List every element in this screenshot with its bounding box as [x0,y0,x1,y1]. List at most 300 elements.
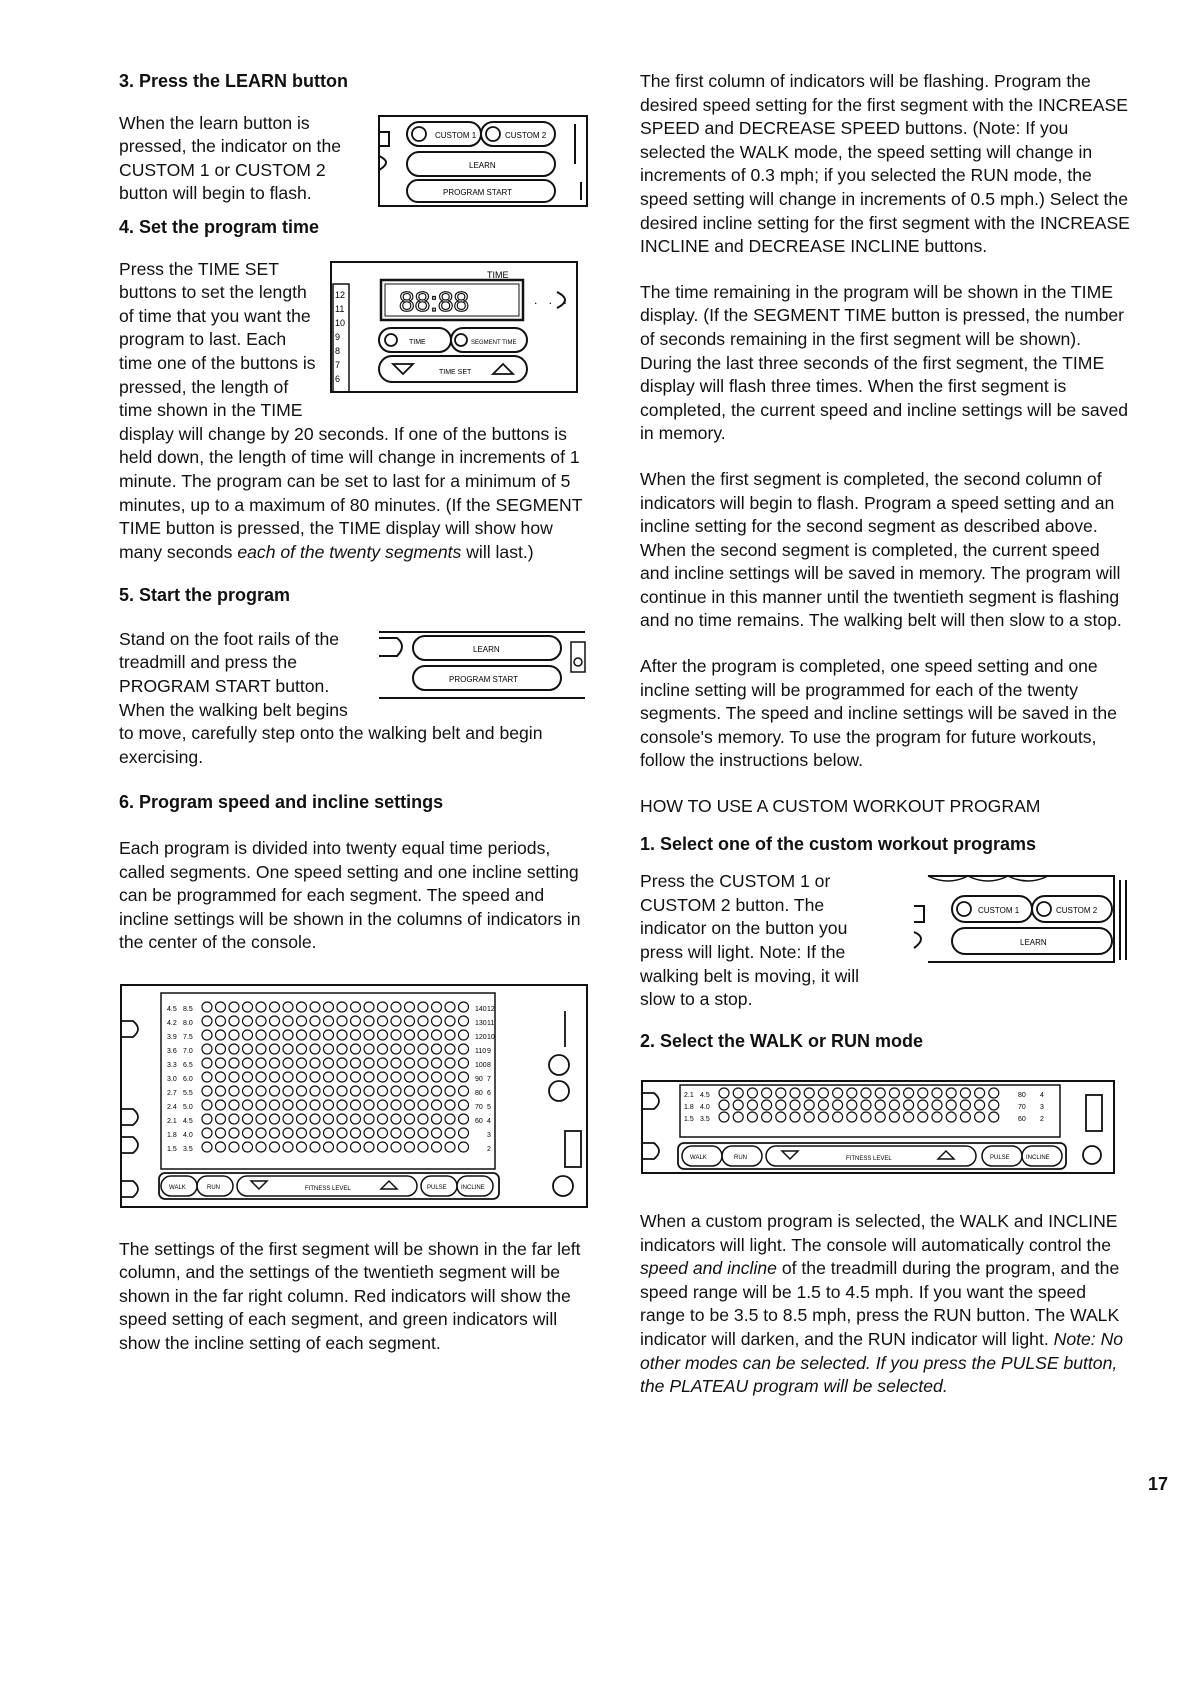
indicator-light [216,1072,226,1082]
indicator-light [216,1128,226,1138]
indicator-light [391,1142,401,1152]
indicator-light [310,1128,320,1138]
indicator-light [256,1072,266,1082]
svg-text:PULSE: PULSE [427,1185,447,1191]
indicator-light [216,1002,226,1012]
indicator-light [904,1088,914,1098]
speed-scale-label-run: 4.5 [183,1118,193,1125]
indicator-light [256,1142,266,1152]
indicator-light [243,1002,253,1012]
svg-text:PROGRAM START: PROGRAM START [449,674,519,684]
indicator-light [324,1016,334,1026]
incline-scale-label: 60 [475,1118,483,1125]
indicator-light [351,1002,361,1012]
page-number: 17 [1148,1474,1169,1494]
speed-scale-label: 1.5 [167,1146,177,1153]
indicator-light [776,1112,786,1122]
indicator-light [243,1058,253,1068]
indicator-light [351,1072,361,1082]
indicator-light [270,1086,280,1096]
incline-scale-label-2: 2 [487,1146,491,1153]
indicator-light [445,1058,455,1068]
indicator-light [256,1058,266,1068]
indicator-light [378,1114,388,1124]
indicator-light [202,1002,212,1012]
indicator-light [418,1100,428,1110]
indicator-light [229,1114,239,1124]
indicator-light [459,1030,469,1040]
indicator-light [216,1114,226,1124]
indicator-light [719,1112,729,1122]
indicator-light [405,1058,415,1068]
indicator-light [283,1030,293,1040]
incline-scale-label-2: 3 [487,1132,491,1139]
indicator-light [243,1086,253,1096]
indicator-light [847,1100,857,1110]
step-6-after: The settings of the first segment will be shown in the far left column, and the settings of the twentieth segment will be shown in the far right column. Red indicators will show the speed setting of each segment, and green indicators will show the incline setting of each segment. [119,1238,581,1353]
time-side-tick: 12 [335,289,346,300]
svg-text:SEGMENT TIME [471,340,516,346]
incline-scale-label-2: 6 [487,1090,491,1097]
indicator-light [364,1142,374,1152]
indicator-light [337,1002,347,1012]
indicator-light [324,1114,334,1124]
indicator-light [378,1002,388,1012]
indicator-light [243,1100,253,1110]
indicator-light [283,1086,293,1096]
indicator-light [405,1002,415,1012]
indicator-light [418,1044,428,1054]
indicator-light [762,1100,772,1110]
indicator-light [875,1112,885,1122]
indicator-light [351,1114,361,1124]
speed-scale-label-run: 6.0 [183,1076,193,1083]
indicator-light [202,1100,212,1110]
indicator-light [351,1058,361,1068]
indicator-light [324,1002,334,1012]
indicator-light [405,1142,415,1152]
indicator-light [747,1088,757,1098]
incline-scale-label: 110 [475,1048,487,1055]
svg-text:. . .: . . . [534,292,571,307]
time-side-tick: 8 [335,345,341,356]
speed-scale-label-run: 4.5 [700,1092,710,1100]
indicator-light [391,1044,401,1054]
indicator-light [432,1044,442,1054]
indicator-light [445,1002,455,1012]
speed-scale-label: 1.8 [167,1132,177,1139]
indicator-light [960,1088,970,1098]
speed-scale-label: 1.5 [684,1116,694,1124]
indicator-light [405,1044,415,1054]
indicator-light [283,1100,293,1110]
indicator-light [889,1100,899,1110]
indicator-light [459,1016,469,1026]
incline-scale-label: 80 [475,1090,483,1097]
incline-scale-label: 100 [475,1062,487,1069]
indicator-light [202,1016,212,1026]
indicator-light [243,1128,253,1138]
indicator-light [364,1044,374,1054]
incline-scale-label-2: 2 [1040,1116,1044,1124]
indicator-light [405,1100,415,1110]
indicator-light [790,1112,800,1122]
indicator-light [418,1030,428,1040]
indicator-light [418,1114,428,1124]
indicator-light [391,1128,401,1138]
speed-scale-label-run: 3.5 [183,1146,193,1153]
indicator-light [337,1100,347,1110]
indicator-light [960,1112,970,1122]
indicator-light [310,1030,320,1040]
speed-scale-label-run: 5.5 [183,1090,193,1097]
indicator-light [889,1112,899,1122]
svg-text:CUSTOM 2 [505,131,547,140]
indicator-light [889,1088,899,1098]
svg-text:LEARN: LEARN [473,644,500,654]
indicator-light [202,1044,212,1054]
indicator-light [918,1100,928,1110]
indicator-light [243,1030,253,1040]
time-side-tick: 11 [335,303,345,314]
indicator-light [337,1114,347,1124]
indicator-light [337,1044,347,1054]
time-side-tick: 9 [335,331,341,342]
incline-scale-label-2: 12 [487,1006,495,1013]
incline-scale-label-2: 4 [1040,1092,1044,1100]
indicator-light [256,1016,266,1026]
right-p2: The time remaining in the program will be shown in the TIME display. (If the SEGMENT TIME button is pressed, the number of seconds remaining in the first segment will be shown). During the last three seconds of the first segment, the TIME display will flash three times. When the first segment is completed, the current speed and incline settings will be saved in memory. [640,281,1129,444]
speed-scale-label: 2.7 [167,1090,177,1097]
indicator-light [776,1088,786,1098]
custom-step-2-body: When a custom program is selected, the WALK and INCLINE indicators will light. The console will automatically control the speed and incline of the treadmill during the program, and the speed range will be 1.5 to 4.5 mph. If you want the speed range to be 3.5 to 8.5 mph, press the RUN button. The WALK indicator will darken, and the RUN indicator will light. Note: No other modes can be selected. If you press the PULSE button, the PLATEAU program will be selected. [640,1210,1124,1397]
indicator-light [989,1088,999,1098]
incline-scale-label-2: 8 [487,1062,491,1069]
indicator-light [875,1088,885,1098]
indicator-light [445,1114,455,1124]
indicator-light [733,1088,743,1098]
indicator-light [432,1114,442,1124]
time-digits: 88:88 [399,285,470,317]
indicator-light [310,1044,320,1054]
indicator-light [216,1142,226,1152]
incline-scale-label-2: 7 [487,1076,491,1083]
indicator-light [459,1002,469,1012]
indicator-light [216,1058,226,1068]
svg-text:CUSTOM 1: CUSTOM 1 [978,906,1020,916]
svg-text:RUN: RUN [207,1185,220,1191]
indicator-light [324,1100,334,1110]
indicator-light [297,1114,307,1124]
indicator-light [351,1086,361,1096]
indicator-light [297,1128,307,1138]
indicator-light [364,1058,374,1068]
indicator-light [847,1088,857,1098]
indicator-light [432,1086,442,1096]
indicator-light [432,1100,442,1110]
speed-scale-label: 3.6 [167,1048,177,1055]
indicator-light [256,1128,266,1138]
indicator-light [216,1100,226,1110]
indicator-light [378,1100,388,1110]
indicator-light [747,1100,757,1110]
indicator-light [364,1114,374,1124]
speed-scale-label-run: 6.5 [183,1062,193,1069]
indicator-light [256,1100,266,1110]
step-6-body: Each program is divided into twenty equal time periods, called segments. One speed setting and one incline setting can be programmed for each segment. The speed and incline settings will be shown in the columns of indicators in the center of the console. [119,838,581,953]
indicator-light [364,1086,374,1096]
indicator-light [229,1002,239,1012]
indicator-light [297,1058,307,1068]
indicator-light [459,1128,469,1138]
incline-scale-label: 140 [475,1006,487,1013]
indicator-light [310,1072,320,1082]
indicator-light [932,1088,942,1098]
indicator-light [324,1086,334,1096]
indicator-light [229,1142,239,1152]
indicator-light [378,1030,388,1040]
indicator-light [364,1002,374,1012]
indicator-light [270,1030,280,1040]
indicator-light [310,1142,320,1152]
indicator-light [324,1072,334,1082]
indicator-light [445,1072,455,1082]
indicator-light [445,1142,455,1152]
indicator-light [378,1142,388,1152]
indicator-light [310,1114,320,1124]
indicator-light [283,1016,293,1026]
right-p1: The first column of indicators will be flashing. Program the desired speed setting for the first segment with the INCREASE SPEED and DECREASE SPEED buttons. (Note: If you selected the WALK mode, the speed setting will change in increments of 0.3 mph; if you selected the RUN mode, the speed setting will change in increments of 0.5 mph.) Select the desired incline setting for the first segment with the INCREASE INCLINE and DECREASE INCLINE buttons. [640,71,1130,257]
indicator-light [202,1142,212,1152]
indicator-light [445,1086,455,1096]
incline-scale-label-2: 4 [487,1118,491,1125]
indicator-light [283,1002,293,1012]
indicator-light [833,1100,843,1110]
indicator-light [445,1016,455,1026]
indicator-light [747,1112,757,1122]
indicator-light [364,1016,374,1026]
indicator-light [378,1058,388,1068]
incline-scale-label: 60 [1018,1116,1026,1124]
svg-text:PULSE: PULSE [990,1155,1010,1162]
indicator-light [270,1072,280,1082]
step-4-heading: 4. Set the program time [119,216,320,237]
program-start-label: PROGRAM START [443,187,513,197]
indicator-light [283,1058,293,1068]
indicator-light [297,1142,307,1152]
indicator-light [283,1142,293,1152]
indicator-light [861,1112,871,1122]
indicator-light [229,1072,239,1082]
indicator-light [833,1088,843,1098]
console-figure [119,981,589,1218]
speed-scale-label-run: 8.0 [183,1020,193,1027]
indicator-light [459,1114,469,1124]
learn-button-figure [377,112,589,210]
indicator-matrix-lower [684,1088,1044,1123]
indicator-light [918,1088,928,1098]
right-p3: When the first segment is completed, the second column of indicators will begin to flash. Program a speed setting and an incline setting for the second segment as described above. When the second segment is completed, the current speed and incline settings will be saved in memory. The program will continue in this manner until the twentieth segment is flashing and no time remains. The walking belt will then slow to a stop. [640,468,1122,631]
indicator-light [861,1100,871,1110]
indicator-light [202,1086,212,1096]
indicator-light [790,1088,800,1098]
indicator-light [351,1142,361,1152]
indicator-light [946,1100,956,1110]
indicator-light [875,1100,885,1110]
indicator-light [432,1016,442,1026]
indicator-light [256,1086,266,1096]
indicator-light [418,1142,428,1152]
indicator-light [946,1112,956,1122]
speed-scale-label-run: 3.5 [700,1116,710,1124]
indicator-light [243,1114,253,1124]
console-lower-figure [640,1077,1130,1184]
right-column [640,70,1130,1399]
indicator-light [256,1114,266,1124]
svg-text:WALK: WALK [690,1155,707,1162]
indicator-light [364,1030,374,1040]
indicator-light [324,1058,334,1068]
indicator-light [833,1112,843,1122]
incline-scale-label-2: 11 [487,1020,495,1027]
indicator-light [216,1030,226,1040]
incline-scale-label-2: 9 [487,1048,491,1055]
indicator-light [229,1086,239,1096]
indicator-light [391,1072,401,1082]
indicator-light [297,1016,307,1026]
indicator-light [432,1030,442,1040]
time-side-tick: 6 [335,373,341,384]
indicator-light [351,1030,361,1040]
indicator-light [283,1128,293,1138]
svg-text:TIME [409,339,426,346]
indicator-light [310,1086,320,1096]
custom-buttons-figure [898,870,1130,968]
indicator-light [378,1072,388,1082]
speed-scale-label: 2.4 [167,1104,177,1111]
indicator-light [337,1016,347,1026]
indicator-light [378,1128,388,1138]
indicator-light [989,1112,999,1122]
indicator-light [432,1058,442,1068]
indicator-light [378,1016,388,1026]
svg-text:INCLINE: INCLINE [1026,1155,1050,1162]
indicator-light [270,1016,280,1026]
speed-scale-label-run: 7.0 [183,1048,193,1055]
svg-text:TIME [487,270,509,280]
step-3-body: When the learn button is pressed, the indicator on the CUSTOM 1 or CUSTOM 2 button will begin to flash. [119,112,342,204]
speed-scale-label: 2.1 [684,1092,694,1100]
step-5-heading: 5. Start the program [119,585,291,606]
indicator-light [229,1128,239,1138]
indicator-light [283,1072,293,1082]
indicator-light [310,1002,320,1012]
indicator-light [297,1072,307,1082]
indicator-light [459,1086,469,1096]
indicator-light [432,1002,442,1012]
speed-scale-label: 1.8 [684,1104,694,1112]
svg-text:LEARN [469,161,496,170]
indicator-light [391,1030,401,1040]
indicator-light [229,1044,239,1054]
indicator-light [445,1100,455,1110]
indicator-light [391,1100,401,1110]
indicator-light [932,1112,942,1122]
indicator-light [391,1058,401,1068]
indicator-light [216,1086,226,1096]
indicator-light [818,1088,828,1098]
custom-step-1-heading: 1. Select one of the custom workout programs [640,833,1037,854]
how-to-heading: HOW TO USE A CUSTOM WORKOUT PROGRAM [640,796,1041,817]
indicator-light [270,1142,280,1152]
indicator-light [445,1128,455,1138]
indicator-light [202,1128,212,1138]
indicator-light [337,1086,347,1096]
indicator-light [324,1128,334,1138]
svg-text:RUN: RUN [734,1155,747,1162]
indicator-light [337,1030,347,1040]
indicator-light [418,1058,428,1068]
incline-scale-label-2: 3 [1040,1104,1044,1112]
step-3-heading: 3. Press the LEARN button [119,71,349,91]
step-4-body: Press the TIME SET buttons to set the length of time that you want the program to last. Each time one of the buttons is pressed, the length of time shown in the TIME display will change by 20 seconds. If one of the buttons is held down, the length of time will change in increments of 1 minute. The program can be set to last for a minimum of 5 minutes, up to a maximum of 80 minutes. (If the SEGMENT TIME button is pressed, the TIME display will show how many seconds each of the twenty segments will last.) [119,258,583,562]
time-side-tick: 10 [335,317,346,328]
indicator-light [790,1100,800,1110]
learn-label: LEARN [469,160,496,170]
indicator-light [719,1088,729,1098]
indicator-light [405,1086,415,1096]
left-column [119,70,589,1356]
speed-scale-label: 2.1 [167,1118,177,1125]
indicator-light [459,1142,469,1152]
indicator-light [405,1128,415,1138]
indicator-light [351,1100,361,1110]
indicator-light [351,1016,361,1026]
indicator-matrix [167,1002,495,1153]
speed-scale-label: 4.2 [167,1020,177,1027]
time-label: TIME [487,269,509,280]
indicator-light [351,1044,361,1054]
indicator-light [337,1072,347,1082]
indicator-light [932,1100,942,1110]
step-5-body: Stand on the foot rails of the treadmill and press the PROGRAM START button. When the walking belt begins to move, carefully step onto the walking belt and begin exercising. [119,628,543,767]
indicator-light [297,1030,307,1040]
svg-text:FITNESS LEVEL: FITNESS LEVEL [305,1186,351,1192]
incline-scale-label-2: 10 [487,1034,495,1041]
indicator-light [733,1112,743,1122]
indicator-light [256,1044,266,1054]
indicator-light [418,1128,428,1138]
indicator-light [432,1128,442,1138]
step-6-heading: 6. Program speed and incline settings [119,792,444,813]
indicator-light [270,1002,280,1012]
indicator-light [283,1044,293,1054]
indicator-light [459,1072,469,1082]
indicator-light [459,1044,469,1054]
indicator-light [202,1114,212,1124]
indicator-light [378,1044,388,1054]
indicator-light [364,1072,374,1082]
custom-step-2-heading: 2. Select the WALK or RUN mode [640,1030,924,1051]
indicator-light [975,1112,985,1122]
indicator-light [418,1002,428,1012]
indicator-light [861,1088,871,1098]
svg-text:CUSTOM 2: CUSTOM 2 [1056,906,1098,916]
indicator-light [202,1030,212,1040]
time-button-label: TIME [409,338,426,346]
speed-scale-label: 3.9 [167,1034,177,1041]
indicator-light [351,1128,361,1138]
